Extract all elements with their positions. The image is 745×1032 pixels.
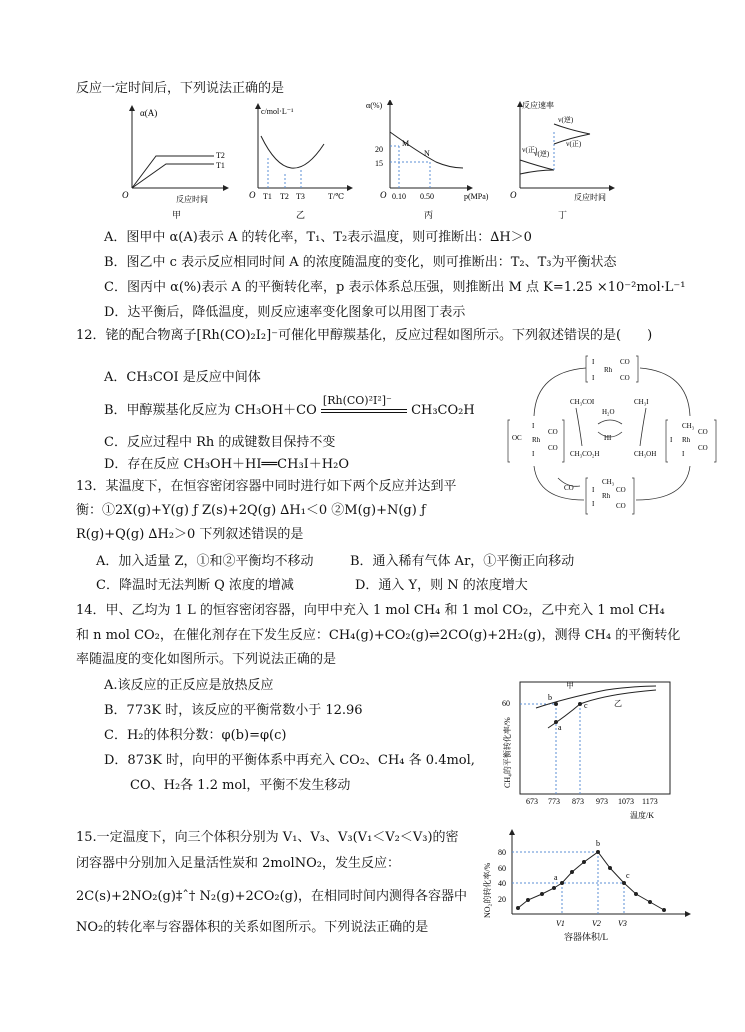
q15-label-a: a: [554, 873, 558, 882]
q12-cycle-diagram: [506, 350, 718, 526]
right-ch3: CH₃: [682, 422, 695, 430]
q15-ytick-20: 20: [498, 895, 506, 904]
q15-xtick-v2: V2: [592, 919, 601, 928]
ding-caption: 丁: [558, 210, 568, 220]
q11-option-c: C．图丙中 α(%)表示 A 的平衡转化率，p 表示体系总压强，则推断出 M 点 K=1.25 ×10⁻²mol·L⁻¹: [104, 280, 686, 295]
q15-ytick-40: 40: [498, 879, 506, 888]
q15-point-a: [560, 881, 564, 885]
intro-text: 反应一定时间后，下列说法正确的是: [76, 81, 285, 96]
q15-stem-1: 15.一定温度下，向三个体积分别为 V₁、V₃、V₃(V₁＜V₂＜V₃)的密: [76, 830, 459, 845]
bottom-i2: I: [592, 500, 595, 508]
top-i2: I: [592, 374, 595, 382]
species-h2o: H₂O: [602, 408, 615, 416]
bing-x1: 0.10: [392, 192, 406, 201]
q14-ylabel: CH₄的平衡转化率/%: [503, 717, 512, 788]
q14-xtick-0: 673: [526, 797, 538, 806]
q11-option-a: A．图甲中 α(A)表示 A 的转化率，T₁、T₂表示温度，则可推断出：∆H＞0: [104, 230, 532, 245]
q15-label-c: c: [626, 871, 630, 880]
species-ch3coi: CH₃COI: [570, 398, 595, 406]
q15-stem-2: 闭容器中分别加入足量活性炭和 2molNO₂，发生反应：: [76, 856, 400, 871]
q11-option-d: D．达平衡后，降低温度，则反应速率变化图象可以用图丁表示: [104, 305, 466, 320]
ding-vz1b: v(正): [522, 146, 538, 154]
species-hi: HI: [604, 434, 612, 442]
q13-option-d: D．通入 Y，则 N 的浓度增大: [355, 578, 528, 593]
q14-xlabel: 温度/K: [630, 811, 654, 820]
q15-stem-3: 2C(s)+2NO₂(g)‡ˆ† N₂(g)+2CO₂(g)，在相同时间内测得各容器中: [76, 889, 468, 904]
q14-option-c: C．H₂的体积分数：φ(b)=φ(c): [104, 728, 287, 743]
q14-label-yi: 乙: [614, 699, 622, 708]
jia-xlabel: 反应时间: [176, 195, 208, 204]
bing-ylabel: α(%): [366, 101, 383, 110]
q14-y60: 60: [502, 699, 510, 708]
q13-stem-1: 13．某温度下，在恒容密闭容器中同时进行如下两个反应并达到平: [76, 479, 457, 494]
species-ch3i: CH₃I: [634, 398, 649, 406]
q15-point-b: [596, 850, 600, 854]
q15-ylabel: NO₂的转化率/%: [483, 862, 492, 918]
jia-origin: O: [122, 190, 129, 200]
q13-option-c: C．降温时无法判断 Q 浓度的增减: [96, 578, 294, 593]
point-b: [554, 702, 558, 706]
q14-stem-2: 和 n mol CO₂，在催化剂存在下发生反应：CH₄(g)+CO₂(g)⇌2CO(g)+2H₂(g)，测得 CH₄ 的平衡转化: [76, 628, 681, 643]
q14-label-jia: 甲: [566, 681, 574, 690]
species-co: CO: [564, 484, 574, 492]
point-c: [578, 702, 582, 706]
q14-option-b: B．773K 时，该反应的平衡常数小于 12.96: [104, 703, 363, 718]
right-co2: CO: [698, 444, 708, 452]
bottom-co: CO: [616, 486, 626, 494]
q14-xtick-4: 1073: [618, 797, 634, 806]
yi-origin: O: [249, 190, 256, 200]
bing-caption: 丙: [424, 210, 434, 220]
q11-option-b: B．图乙中 c 表示反应相同时间 A 的浓度随温度的变化，则可推断出：T₂、T₃为平衡状态: [104, 255, 617, 270]
top-i: I: [592, 358, 595, 366]
q13-option-b: B．通入稀有气体 Ar，①平衡正向移动: [350, 554, 575, 569]
species-ch3co2h: CH₃CO₂H: [570, 450, 600, 458]
q12-option-c: C．反应过程中 Rh 的成键数目保持不变: [104, 435, 336, 450]
top-co1: CO: [620, 358, 630, 366]
q14-xtick-5: 1173: [642, 797, 658, 806]
q14-option-a: A.该反应的正反应是放热反应: [104, 678, 274, 693]
right-i2: I: [682, 450, 685, 458]
bottom-i: I: [592, 486, 595, 494]
left-co2: CO: [548, 444, 558, 452]
bing-x2: 0.50: [420, 192, 434, 201]
yi-tick-t2: T2: [280, 192, 289, 201]
figure-jia: [122, 108, 226, 220]
bottom-rh: Rh: [602, 492, 611, 500]
q14-label-b: b: [548, 693, 552, 702]
q14-label-a: a: [558, 723, 562, 732]
q15-label-b: b: [596, 839, 600, 848]
q13-stem-2: 衡：①2X(g)+Y(g) ƒ Z(s)+2Q(g) ∆H₁＜0 ②M(g)+N(g) ƒ: [76, 503, 426, 518]
bing-n: N: [424, 149, 430, 158]
left-i2: I: [532, 450, 535, 458]
yi-tick-t1: T1: [263, 192, 272, 201]
bing-y15: 15: [375, 159, 383, 168]
q12-option-b-catalyst: [Rh(CO)²I²]⁻: [322, 393, 392, 407]
q15-ytick-80: 80: [498, 848, 506, 857]
jia-t1: T1: [216, 161, 225, 170]
ding-vn1: v(逆): [534, 150, 550, 158]
yi-xunit: T/℃: [328, 192, 345, 201]
q12-option-b: [104, 393, 475, 420]
yi-tick-t3: T3: [296, 192, 305, 201]
q12-option-b-post: CH₃CO₂H: [411, 403, 475, 418]
q12-option-d: D．存在反应 CH₃OH＋HI══CH₃I＋H₂O: [104, 457, 350, 472]
figure-bing: [366, 101, 489, 220]
bottom-co2: CO: [616, 502, 626, 510]
q15-ytick-60: 60: [498, 864, 506, 873]
q15-chart: [478, 828, 694, 948]
left-oc: OC: [512, 434, 522, 442]
q12-option-b-arrow: [321, 393, 407, 416]
left-rh: Rh: [532, 436, 541, 444]
bing-m: M: [402, 139, 410, 148]
left-i: I: [532, 422, 535, 430]
ding-origin: O: [510, 190, 517, 200]
bottom-ch3: CH₃: [602, 478, 615, 486]
yi-caption: 乙: [296, 210, 306, 220]
figure-ding: [510, 100, 612, 220]
bing-y20: 20: [375, 145, 383, 154]
figure-yi: [249, 106, 350, 220]
right-i: I: [670, 436, 673, 444]
q14-stem-1: 14．甲、乙均为 1 L 的恒容密闭容器，向甲中充入 1 mol CH₄ 和 1 mol CO₂，乙中充入 1 mol CH₄: [76, 603, 665, 618]
q14-label-c: c: [584, 701, 588, 710]
bing-origin: O: [380, 190, 387, 200]
bing-xlabel: p(MPa): [464, 192, 489, 201]
right-rh: Rh: [682, 436, 691, 444]
top-rh: Rh: [604, 366, 613, 374]
ding-vz2: v(正): [566, 140, 582, 148]
yi-ylabel: c/mol·L⁻¹: [261, 107, 294, 116]
q14-option-d-2: CO、H₂各 1.2 mol，平衡不发生移动: [130, 778, 351, 793]
q12-option-b-pre: B．甲醇羰基化反应为 CH₃OH＋CO: [104, 403, 317, 418]
q15-point-c: [622, 881, 626, 885]
q15-stem-4: NO₂的转化率与容器体积的关系如图所示。下列说法正确的是: [76, 920, 429, 935]
ding-xlabel: 反应时间: [574, 193, 606, 202]
species-ch3oh: CH₃OH: [634, 450, 657, 458]
left-co: CO: [548, 428, 558, 436]
q15-xlabel: 容器体积/L: [564, 932, 608, 942]
right-co: CO: [698, 428, 708, 436]
q14-option-d-1: D．873K 时，向甲的平衡体系中再充入 CO₂、CH₄ 各 0.4mol,: [104, 753, 475, 768]
ding-ylabel: 反应速率: [522, 101, 554, 110]
jia-caption: 甲: [172, 210, 182, 220]
jia-ylabel: α(A): [140, 108, 158, 118]
q15-xtick-v3: V3: [618, 919, 627, 928]
jia-t2: T2: [216, 151, 225, 160]
q15-xtick-v1: V1: [556, 919, 565, 928]
q13-option-a: A．加入适量 Z，①和②平衡均不移动: [96, 554, 314, 569]
q13-stem-3: R(g)+Q(g) ∆H₂＞0 下列叙述错误的是: [76, 527, 304, 542]
top-co2: CO: [620, 374, 630, 382]
q14-stem-3: 率随温度的变化如图所示。下列说法正确的是: [76, 652, 337, 667]
q12-option-a: A．CH₃COI 是反应中间体: [104, 370, 261, 385]
q14-xtick-1: 773: [548, 797, 560, 806]
q14-chart: [496, 676, 680, 822]
q14-xtick-3: 973: [596, 797, 608, 806]
ding-vn2: v(逆): [558, 116, 574, 124]
q12-stem: 12．铑的配合物离子[Rh(CO)₂I₂]⁻可催化甲醇羰基化，反应过程如图所示。下列叙述错误的是( ): [76, 328, 653, 343]
q11-figures: [118, 100, 678, 226]
q14-xtick-2: 873: [572, 797, 584, 806]
